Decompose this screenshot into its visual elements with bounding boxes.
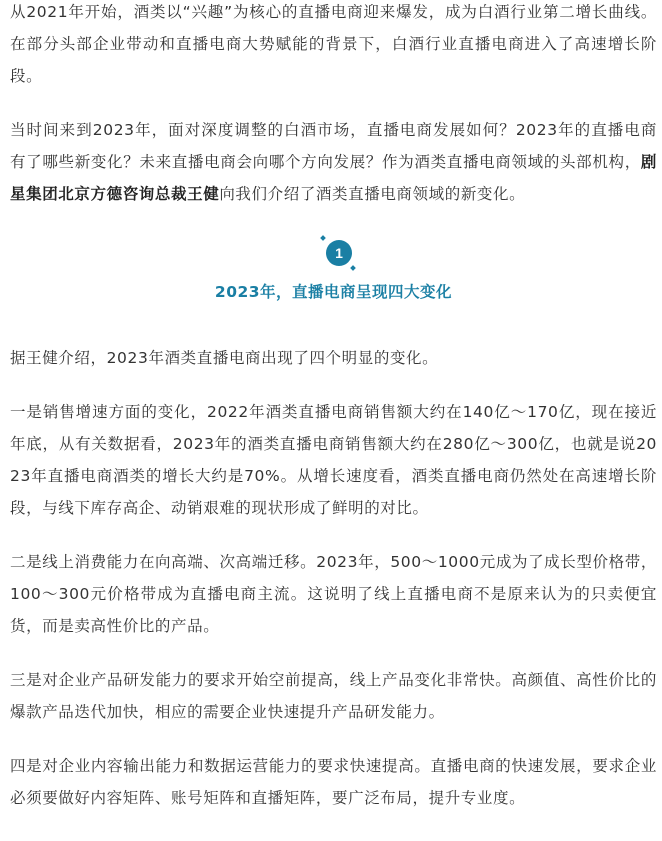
intro-paragraph-2-tail: 向我们介绍了酒类直播电商领域的新变化。	[219, 185, 526, 203]
section-header	[10, 236, 657, 326]
intro-paragraph-2	[10, 114, 657, 210]
body-paragraph-4: 三是对企业产品研发能力的要求开始空前提高，线上产品变化非常快。高颜值、高性价比的爆款产品迭代加快，相应的需要企业快速提升产品研发能力。	[10, 671, 657, 721]
body-paragraph-3: 二是线上消费能力在向高端、次高端迁移。2023年，500～1000元成为了成长型价格带，100～300元价格带成为直播电商主流。这说明了线上直播电商不是原来认为的只卖便宜货，而是卖高性价比的产品。	[10, 553, 657, 635]
decor-dot-icon	[320, 235, 326, 241]
intro-paragraph-2-text: 当时间来到2023年，面对深度调整的白酒市场，直播电商发展如何？2023年的直播电商有了哪些新变化？未来直播电商会向哪个方向发展？作为酒类直播电商领域的头部机构，	[10, 121, 657, 171]
section-number-badge: 1	[326, 240, 352, 266]
body-paragraph-5: 四是对企业内容输出能力和数据运营能力的要求快速提高。直播电商的快速发展，要求企业必须要做好内容矩阵、账号矩阵和直播矩阵，要广泛布局，提升专业度。	[10, 757, 657, 807]
body-paragraph-2: 一是销售增速方面的变化，2022年酒类直播电商销售额大约在140亿～170亿，现在接近年底，从有关数据看，2023年的酒类直播电商销售额大约在280亿～300亿，也就是说2023年直播电商酒类的增长大约是70%。从增长速度看，酒类直播电商仍然处在高速增长阶段，与线下库存高企、动销艰难的现状形成了鲜明的对比。	[10, 403, 657, 517]
decor-dot-icon	[350, 265, 356, 271]
interviewee-name: 剧星集团北京方德咨询总裁王健	[10, 153, 657, 203]
section-title: 2023年，直播电商呈现四大变化	[214, 283, 453, 301]
intro-paragraph-1: 从2021年开始，酒类以“兴趣”为核心的直播电商迎来爆发，成为白酒行业第二增长曲线。在部分头部企业带动和直播电商大势赋能的背景下，白酒行业直播电商进入了高速增长阶段。	[10, 3, 657, 85]
body-paragraph-1: 据王健介绍，2023年酒类直播电商出现了四个明显的变化。	[10, 349, 439, 367]
